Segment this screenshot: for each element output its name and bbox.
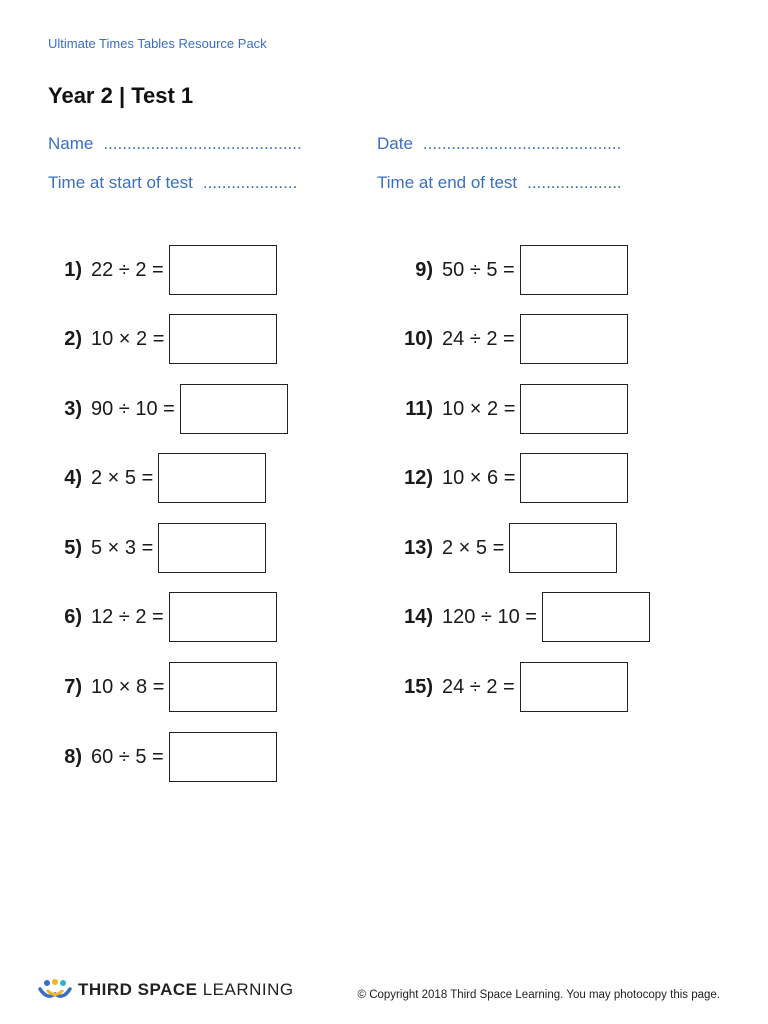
question-expression: 24 ÷ 2 =: [442, 675, 515, 698]
logo-wordmark: THIRD SPACE LEARNING: [78, 980, 294, 999]
answer-box[interactable]: [158, 523, 266, 573]
question-9: [398, 244, 628, 296]
question-expression: 10 × 8 =: [91, 675, 165, 698]
answer-box[interactable]: [158, 453, 266, 503]
resource-pack-subtitle: Ultimate Times Tables Resource Pack: [48, 36, 267, 51]
question-10: [398, 313, 628, 365]
question-number: 12): [404, 466, 433, 489]
question-number: 9): [415, 258, 433, 281]
third-space-learning-logo-icon: [38, 978, 72, 1002]
name-dots: ..........................................: [103, 134, 302, 153]
answer-box[interactable]: [180, 384, 288, 434]
page-title: Year 2 | Test 1: [48, 83, 194, 108]
answer-box[interactable]: [520, 245, 628, 295]
start-time-dots: ....................: [202, 173, 298, 192]
question-number: 8): [64, 745, 82, 768]
answer-box[interactable]: [169, 314, 277, 364]
question-number: 6): [64, 605, 82, 628]
copyright-notice: © Copyright 2018 Third Space Learning. You may photocopy this page.: [357, 989, 720, 1001]
question-expression: 24 ÷ 2 =: [442, 327, 515, 350]
answer-box[interactable]: [509, 523, 617, 573]
question-1: [60, 244, 277, 296]
end-time-field[interactable]: [377, 173, 622, 193]
question-expression: 10 × 2 =: [442, 397, 516, 420]
end-time-dots: ....................: [527, 173, 622, 192]
question-expression: 50 ÷ 5 =: [442, 258, 515, 281]
question-8: [60, 731, 277, 783]
question-number: 3): [64, 397, 82, 420]
question-expression: 10 × 2 =: [91, 327, 165, 350]
answer-box[interactable]: [520, 662, 628, 712]
end-time-label: Time at end of test: [377, 173, 518, 192]
question-number: 2): [64, 327, 82, 350]
question-expression: 120 ÷ 10 =: [442, 605, 537, 628]
answer-box[interactable]: [520, 453, 628, 503]
answer-box[interactable]: [520, 384, 628, 434]
question-expression: 5 × 3 =: [91, 536, 154, 559]
question-number: 11): [405, 397, 433, 420]
answer-box[interactable]: [542, 592, 650, 642]
question-expression: 10 × 6 =: [442, 466, 516, 489]
question-number: 14): [404, 605, 433, 628]
question-expression: 2 × 5 =: [91, 466, 154, 489]
question-number: 4): [64, 466, 82, 489]
question-6: [60, 591, 277, 643]
question-15: [398, 661, 628, 713]
question-expression: 90 ÷ 10 =: [91, 397, 175, 420]
question-14: [398, 591, 650, 643]
question-2: [60, 313, 277, 365]
name-field[interactable]: [48, 134, 302, 154]
date-field[interactable]: [377, 134, 621, 154]
question-expression: 22 ÷ 2 =: [91, 258, 164, 281]
question-number: 13): [404, 536, 433, 559]
question-13: [398, 522, 617, 574]
question-3: [60, 383, 288, 435]
question-number: 7): [64, 675, 82, 698]
date-dots: ..........................................: [422, 134, 622, 153]
question-number: 10): [404, 327, 433, 350]
question-12: [398, 452, 628, 504]
answer-box[interactable]: [169, 592, 277, 642]
question-expression: 12 ÷ 2 =: [91, 605, 164, 628]
name-label: Name: [48, 134, 94, 153]
question-4: [60, 452, 266, 504]
third-space-learning-logo: [38, 978, 294, 1002]
start-time-label: Time at start of test: [48, 173, 193, 192]
question-number: 15): [404, 675, 433, 698]
question-number: 1): [64, 258, 82, 281]
answer-box[interactable]: [169, 732, 277, 782]
question-number: 5): [64, 536, 82, 559]
start-time-field[interactable]: [48, 173, 297, 193]
question-7: [60, 661, 277, 713]
question-11: [398, 383, 628, 435]
answer-box[interactable]: [169, 662, 277, 712]
date-label: Date: [377, 134, 413, 153]
answer-box[interactable]: [169, 245, 277, 295]
answer-box[interactable]: [520, 314, 628, 364]
question-expression: 2 × 5 =: [442, 536, 505, 559]
question-5: [60, 522, 266, 574]
question-expression: 60 ÷ 5 =: [91, 745, 164, 768]
